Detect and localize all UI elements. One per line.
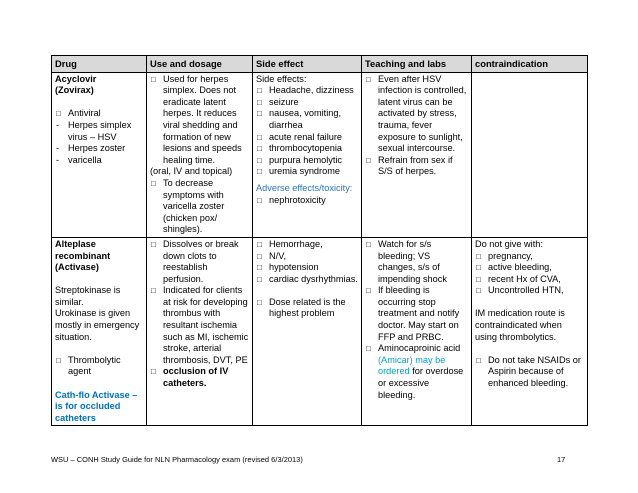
cell-drug bbox=[52, 72, 147, 237]
cell-contraindication bbox=[472, 72, 588, 237]
adverse-effects-title: Adverse effects/toxicity: bbox=[256, 182, 353, 193]
header-use-and-dosage: Use and dosage bbox=[147, 56, 253, 73]
contra-title: Do not give with: bbox=[475, 238, 543, 249]
table-header-row bbox=[52, 56, 588, 73]
list-item: □ Indicated for clients at risk for developing thrombus with resultant ischemia such as MI, ischemic stroke, arterial thrombosis, DVT, PE bbox=[150, 285, 249, 366]
header-teaching-and-labs: Teaching and labs bbox=[362, 56, 472, 73]
cell-side-effect bbox=[253, 72, 362, 237]
list-item: □ Uncontrolled HTN, bbox=[475, 285, 584, 297]
list-item: □ nephrotoxicity bbox=[256, 195, 358, 207]
list-item: □ acute renal failure bbox=[256, 132, 358, 144]
list-item: □ Watch for s/s bleeding; VS changes, s/s of impending shock bbox=[365, 239, 468, 285]
amicar-text-highlight: (Amicar) may be ordered bbox=[378, 354, 446, 377]
route-text: (oral, IV and topical) bbox=[150, 166, 233, 177]
drug-brand: (Zovirax) bbox=[55, 85, 94, 96]
list-item: □ Even after HSV infection is controlled, latent virus can be activated by stress, trauma, fever exposure to sunlight, sexual intercourse. bbox=[365, 74, 468, 155]
list-item: □ If bleeding is occurring stop treatment and notify doctor. May start on FFP and PRBC. bbox=[365, 285, 468, 343]
list-item: □ Hemorrhage, bbox=[256, 239, 358, 251]
list-item bbox=[365, 343, 468, 401]
list-item: □ Headache, dizziness bbox=[256, 85, 358, 97]
list-item: □ recent Hx of CVA, bbox=[475, 274, 584, 286]
list-item: □ Dissolves or break down clots to reestablish perfusion. bbox=[150, 239, 249, 285]
list-item: □ occlusion of IV catheters. bbox=[150, 366, 249, 389]
cell-use-and-dosage bbox=[147, 237, 253, 426]
list-item: □ Used for herpes simplex. Does not eradicate latent herpes. It reduces viral shedding and formation of new lesions and speeds healing time. bbox=[150, 74, 249, 167]
list-item: □ hypotension bbox=[256, 262, 358, 274]
list-item: □ Dose related is the highest problem bbox=[256, 297, 358, 320]
list-item: □ N/V, bbox=[256, 251, 358, 263]
side-effects-title: Side effects: bbox=[256, 73, 307, 84]
list-item: □ thrombocytopenia bbox=[256, 143, 358, 155]
cell-side-effect bbox=[253, 237, 362, 426]
cath-flo-note: Cath-flo Activase – is for occluded catheters bbox=[55, 389, 138, 423]
cell-teaching-and-labs bbox=[362, 72, 472, 237]
cell-use-and-dosage bbox=[147, 72, 253, 237]
table-row-alteplase bbox=[52, 237, 588, 426]
contra-note: IM medication route is contraindicated when using thrombolytics. bbox=[475, 308, 565, 342]
footer-source: WSU – CONH Study Guide for NLN Pharmacology exam (revised 6/3/2013) bbox=[51, 455, 303, 464]
list-item: □ Thrombolytic agent bbox=[55, 355, 143, 378]
list-item: □ uremia syndrome bbox=[256, 166, 358, 178]
drug-brand: (Activase) bbox=[55, 262, 99, 273]
drug-name: Alteplase recombinant bbox=[55, 238, 111, 261]
pharmacology-table bbox=[51, 55, 588, 426]
list-item: - varicella bbox=[55, 155, 143, 167]
amicar-text-post: for overdose or excessive bleeding. bbox=[378, 366, 464, 400]
list-item: □ nausea, vomiting, diarrhea bbox=[256, 108, 358, 131]
drug-name: Acyclovir bbox=[55, 73, 97, 84]
list-item: - Herpes simplex virus – HSV bbox=[55, 120, 143, 143]
list-item: □ active bleeding, bbox=[475, 262, 584, 274]
cell-teaching-and-labs bbox=[362, 237, 472, 426]
list-item: □ purpura hemolytic bbox=[256, 155, 358, 167]
list-item: □ seizure bbox=[256, 97, 358, 109]
list-item: □ To decrease symptoms with varicella zoster (chicken pox/ shingles). bbox=[150, 178, 249, 236]
cell-drug bbox=[52, 237, 147, 426]
cell-contraindication bbox=[472, 237, 588, 426]
list-item: □ cardiac dysrhythmias. bbox=[256, 274, 358, 286]
list-item: - Herpes zoster bbox=[55, 143, 143, 155]
table-row-acyclovir bbox=[52, 72, 588, 237]
header-side-effect: Side effect bbox=[253, 56, 362, 73]
drug-note: Streptokinase is similar. bbox=[55, 285, 121, 307]
list-item: □ Do not take NSAIDs or Aspirin because of enhanced bleeding. bbox=[475, 355, 584, 390]
amicar-text-pre: Aminocaproinic acid bbox=[378, 343, 461, 354]
list-item: □ Refrain from sex if S/S of herpes. bbox=[365, 155, 468, 178]
header-drug: Drug bbox=[52, 56, 147, 73]
indication-list bbox=[55, 120, 143, 166]
list-item: □ Antiviral bbox=[55, 108, 143, 120]
header-contraindication: contraindication bbox=[472, 56, 588, 73]
list-item: □ pregnancy, bbox=[475, 251, 584, 263]
drug-note: Urokinase is given mostly in emergency situation. bbox=[55, 308, 140, 342]
drug-class-list bbox=[55, 108, 143, 120]
page-number: 17 bbox=[557, 455, 566, 464]
